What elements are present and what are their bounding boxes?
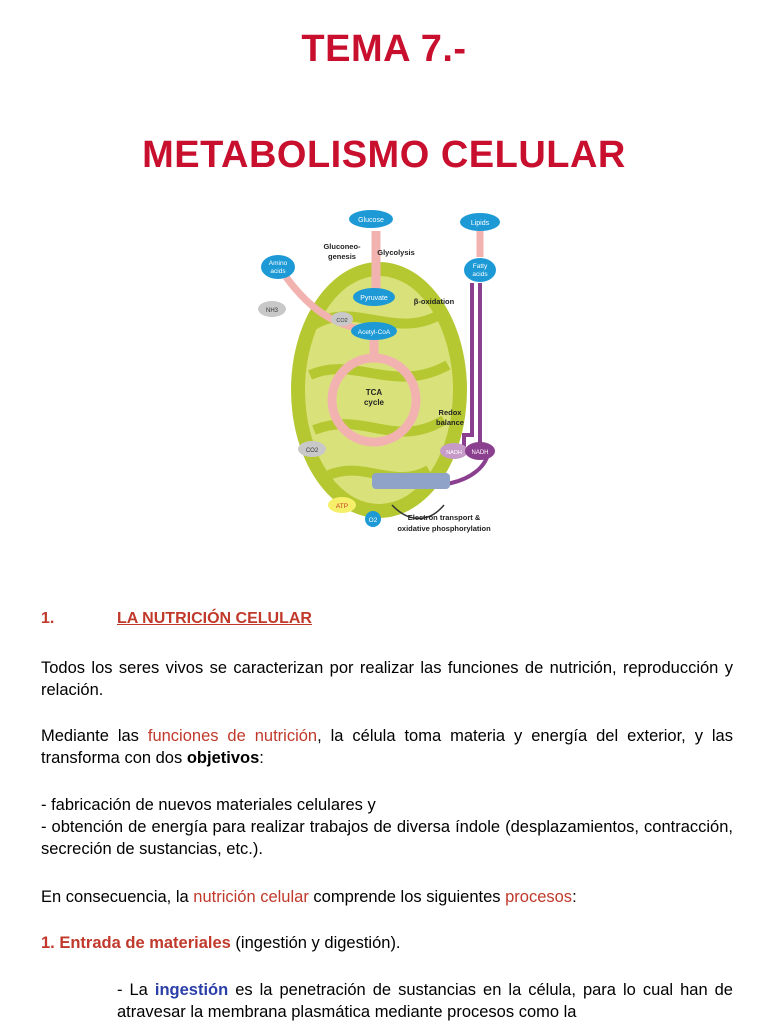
paragraph-5: 1. Entrada de materiales (ingestión y digestión). xyxy=(41,934,401,952)
svg-text:Redox: Redox xyxy=(438,408,462,417)
svg-text:β-oxidation: β-oxidation xyxy=(413,297,455,306)
page-title-metabolismo: METABOLISMO CELULAR xyxy=(142,134,626,176)
highlight-funciones: funciones de nutrición xyxy=(147,727,318,745)
svg-text:Amino: Amino xyxy=(268,260,288,267)
highlight-ingestion: ingestión xyxy=(154,981,229,999)
paragraph-4: En consecuencia, la nutrición celular comprende los siguientes procesos: xyxy=(41,888,577,906)
bullet-2: - obtención de energía para realizar trabajos de diversa índole (desplazamientos, contracción, secreción de sustancias, etc.). xyxy=(41,818,733,858)
section-number: 1. xyxy=(41,610,55,627)
svg-text:Acetyl-CoA: Acetyl-CoA xyxy=(357,329,391,336)
svg-text:acids: acids xyxy=(472,271,488,278)
highlight-entrada: 1. Entrada de materiales xyxy=(41,934,231,952)
svg-text:ATP: ATP xyxy=(335,503,349,510)
highlight-objetivos: objetivos xyxy=(186,749,260,767)
svg-text:Pyruvate: Pyruvate xyxy=(360,295,388,302)
amino-acids-node xyxy=(261,255,295,279)
svg-text:Fatty: Fatty xyxy=(472,263,488,270)
membrane-proteins xyxy=(372,473,450,489)
svg-text:oxidative phosphorylation: oxidative phosphorylation xyxy=(397,524,491,533)
svg-text:NADH: NADH xyxy=(471,450,489,456)
svg-text:balance: balance xyxy=(436,418,464,427)
svg-text:Glycolysis: Glycolysis xyxy=(377,248,415,257)
paragraph-2: Mediante las funciones de nutrición, la célula toma materia y energía del exterior, y las transforma con dos objetivos: xyxy=(41,727,733,767)
svg-text:genesis: genesis xyxy=(328,252,356,261)
svg-text:acids: acids xyxy=(270,268,286,275)
paragraph-6: - La ingestión es la penetración de sustancias en la célula, para lo cual han de atravesar la membrana plasmática mediante procesos como la xyxy=(117,981,733,1021)
fatty-acids-node xyxy=(464,258,496,282)
fatty-acid-path xyxy=(464,283,480,450)
metabolism-diagram xyxy=(244,205,514,545)
paragraph-3 xyxy=(41,794,733,860)
highlight-procesos: procesos xyxy=(505,888,573,906)
svg-text:cycle: cycle xyxy=(363,398,385,407)
svg-text:Gluconeo-: Gluconeo- xyxy=(323,242,361,251)
svg-text:Electron transport &: Electron transport & xyxy=(407,513,481,522)
bullet-1: - fabricación de nuevos materiales celulares y xyxy=(41,796,376,814)
svg-text:CO2: CO2 xyxy=(336,318,348,324)
svg-text:Glucose: Glucose xyxy=(358,217,384,224)
section-title: LA NUTRICIÓN CELULAR xyxy=(117,610,312,627)
svg-text:NH3: NH3 xyxy=(265,308,279,314)
svg-text:TCA: TCA xyxy=(365,388,383,397)
svg-text:CO2: CO2 xyxy=(305,448,319,454)
svg-text:O2: O2 xyxy=(368,517,378,524)
svg-text:NADH: NADH xyxy=(446,450,462,456)
highlight-nutricion: nutrición celular xyxy=(193,888,309,906)
page-title-tema: TEMA 7.- xyxy=(301,28,467,70)
paragraph-1: Todos los seres vivos se caracterizan por realizar las funciones de nutrición, reproducción y relación. xyxy=(41,659,733,699)
section-heading xyxy=(41,610,312,628)
svg-text:Lipids: Lipids xyxy=(470,220,490,227)
